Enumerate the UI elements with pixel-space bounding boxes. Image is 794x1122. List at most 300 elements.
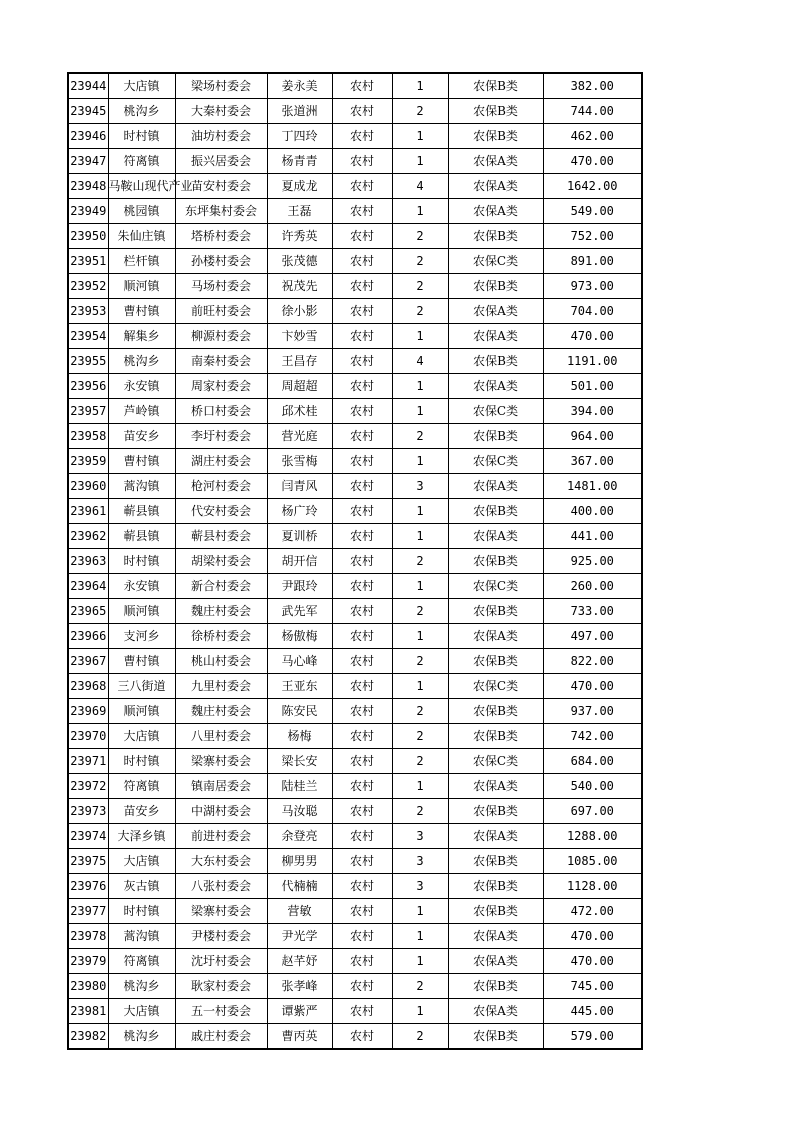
insurance-category: 农保B类 — [448, 649, 543, 674]
household-type: 农村 — [332, 524, 392, 549]
person-name: 营敏 — [267, 899, 332, 924]
household-type: 农村 — [332, 124, 392, 149]
person-name: 杨梅 — [267, 724, 332, 749]
person-name: 姜永美 — [267, 73, 332, 99]
member-count: 1 — [392, 624, 448, 649]
town-name: 蒿沟镇 — [108, 924, 175, 949]
household-type: 农村 — [332, 349, 392, 374]
table-row — [68, 1024, 642, 1050]
village-committee: 周家村委会 — [175, 374, 267, 399]
town-name: 符离镇 — [108, 949, 175, 974]
record-id: 23959 — [68, 449, 108, 474]
person-name: 王昌存 — [267, 349, 332, 374]
table-row — [68, 274, 642, 299]
person-name: 张道洲 — [267, 99, 332, 124]
town-name: 永安镇 — [108, 374, 175, 399]
household-type: 农村 — [332, 99, 392, 124]
record-id: 23952 — [68, 274, 108, 299]
insurance-category: 农保B类 — [448, 699, 543, 724]
insurance-category: 农保A类 — [448, 924, 543, 949]
person-name: 王亚东 — [267, 674, 332, 699]
payment-amount: 540.00 — [543, 774, 642, 799]
insurance-category: 农保A类 — [448, 174, 543, 199]
table-row — [68, 999, 642, 1024]
town-name: 顺河镇 — [108, 599, 175, 624]
town-name: 灰古镇 — [108, 874, 175, 899]
town-name: 桃沟乡 — [108, 974, 175, 999]
household-type: 农村 — [332, 249, 392, 274]
table-row — [68, 874, 642, 899]
payment-amount: 549.00 — [543, 199, 642, 224]
record-id: 23947 — [68, 149, 108, 174]
member-count: 2 — [392, 299, 448, 324]
village-committee: 东坪集村委会 — [175, 199, 267, 224]
person-name: 夏训桥 — [267, 524, 332, 549]
person-name: 闫青风 — [267, 474, 332, 499]
town-name: 蒿沟镇 — [108, 474, 175, 499]
insurance-category: 农保C类 — [448, 399, 543, 424]
insurance-category: 农保B类 — [448, 724, 543, 749]
town-name: 蕲县镇 — [108, 499, 175, 524]
member-count: 3 — [392, 874, 448, 899]
member-count: 1 — [392, 149, 448, 174]
record-id: 23957 — [68, 399, 108, 424]
table-row — [68, 624, 642, 649]
insurance-category: 农保B类 — [448, 549, 543, 574]
village-committee: 梁寨村委会 — [175, 749, 267, 774]
village-committee: 耿家村委会 — [175, 974, 267, 999]
person-name: 梁长安 — [267, 749, 332, 774]
insurance-category: 农保B类 — [448, 599, 543, 624]
village-committee: 湖庄村委会 — [175, 449, 267, 474]
member-count: 2 — [392, 249, 448, 274]
member-count: 3 — [392, 849, 448, 874]
household-type: 农村 — [332, 374, 392, 399]
table-row — [68, 99, 642, 124]
record-id: 23981 — [68, 999, 108, 1024]
member-count: 1 — [392, 449, 448, 474]
member-count: 1 — [392, 674, 448, 699]
person-name: 杨广玲 — [267, 499, 332, 524]
payment-amount: 579.00 — [543, 1024, 642, 1050]
table-row — [68, 899, 642, 924]
person-name: 张孝峰 — [267, 974, 332, 999]
payment-amount: 745.00 — [543, 974, 642, 999]
insurance-category: 农保B类 — [448, 899, 543, 924]
household-type: 农村 — [332, 974, 392, 999]
payment-amount: 742.00 — [543, 724, 642, 749]
person-name: 陆桂兰 — [267, 774, 332, 799]
table-row — [68, 549, 642, 574]
person-name: 周超超 — [267, 374, 332, 399]
town-name: 解集乡 — [108, 324, 175, 349]
town-name: 时村镇 — [108, 124, 175, 149]
record-id: 23951 — [68, 249, 108, 274]
record-id: 23980 — [68, 974, 108, 999]
town-name: 时村镇 — [108, 899, 175, 924]
person-name: 谭紫严 — [267, 999, 332, 1024]
member-count: 1 — [392, 999, 448, 1024]
insurance-category: 农保A类 — [448, 949, 543, 974]
table-row — [68, 674, 642, 699]
insurance-category: 农保A类 — [448, 374, 543, 399]
insurance-category: 农保C类 — [448, 249, 543, 274]
record-id: 23975 — [68, 849, 108, 874]
payment-amount: 470.00 — [543, 949, 642, 974]
record-id: 23969 — [68, 699, 108, 724]
table-row — [68, 299, 642, 324]
payment-amount: 1642.00 — [543, 174, 642, 199]
household-type: 农村 — [332, 799, 392, 824]
table-row — [68, 374, 642, 399]
table-row — [68, 224, 642, 249]
member-count: 1 — [392, 949, 448, 974]
record-id: 23944 — [68, 73, 108, 99]
member-count: 2 — [392, 224, 448, 249]
town-name: 芦岭镇 — [108, 399, 175, 424]
payment-amount: 1288.00 — [543, 824, 642, 849]
payment-amount: 704.00 — [543, 299, 642, 324]
household-type: 农村 — [332, 749, 392, 774]
insurance-category: 农保B类 — [448, 849, 543, 874]
village-committee: 马场村委会 — [175, 274, 267, 299]
village-committee: 油坊村委会 — [175, 124, 267, 149]
record-id: 23961 — [68, 499, 108, 524]
table-row — [68, 424, 642, 449]
village-committee: 孙楼村委会 — [175, 249, 267, 274]
household-type: 农村 — [332, 449, 392, 474]
table-row — [68, 774, 642, 799]
village-committee: 前旺村委会 — [175, 299, 267, 324]
insurance-category: 农保B类 — [448, 224, 543, 249]
insurance-category: 农保A类 — [448, 824, 543, 849]
household-type: 农村 — [332, 174, 392, 199]
town-name: 顺河镇 — [108, 274, 175, 299]
table-row — [68, 699, 642, 724]
member-count: 3 — [392, 824, 448, 849]
household-type: 农村 — [332, 774, 392, 799]
person-name: 赵芊妤 — [267, 949, 332, 974]
insurance-category: 农保B类 — [448, 99, 543, 124]
member-count: 1 — [392, 324, 448, 349]
person-name: 许秀英 — [267, 224, 332, 249]
person-name: 马心峰 — [267, 649, 332, 674]
payment-amount: 891.00 — [543, 249, 642, 274]
member-count: 2 — [392, 974, 448, 999]
payment-amount: 367.00 — [543, 449, 642, 474]
record-id: 23945 — [68, 99, 108, 124]
record-id: 23958 — [68, 424, 108, 449]
household-type: 农村 — [332, 899, 392, 924]
payment-amount: 445.00 — [543, 999, 642, 1024]
insurance-category: 农保B类 — [448, 274, 543, 299]
village-committee: 魏庄村委会 — [175, 699, 267, 724]
village-committee: 胡梁村委会 — [175, 549, 267, 574]
payment-amount: 925.00 — [543, 549, 642, 574]
table-row — [68, 474, 642, 499]
village-committee: 南秦村委会 — [175, 349, 267, 374]
village-committee: 镇南居委会 — [175, 774, 267, 799]
insurance-category: 农保A类 — [448, 774, 543, 799]
record-id: 23967 — [68, 649, 108, 674]
payment-amount: 497.00 — [543, 624, 642, 649]
payment-amount: 1128.00 — [543, 874, 642, 899]
household-type: 农村 — [332, 824, 392, 849]
person-name: 武先军 — [267, 599, 332, 624]
town-name: 三八街道 — [108, 674, 175, 699]
person-name: 杨青青 — [267, 149, 332, 174]
person-name: 柳男男 — [267, 849, 332, 874]
person-name: 陈安民 — [267, 699, 332, 724]
person-name: 杨傲梅 — [267, 624, 332, 649]
table-row — [68, 249, 642, 274]
table-row — [68, 399, 642, 424]
household-type: 农村 — [332, 574, 392, 599]
payment-amount: 744.00 — [543, 99, 642, 124]
record-id: 23977 — [68, 899, 108, 924]
town-name: 符离镇 — [108, 149, 175, 174]
record-id: 23955 — [68, 349, 108, 374]
table-row — [68, 174, 642, 199]
payment-amount: 462.00 — [543, 124, 642, 149]
table-row — [68, 124, 642, 149]
member-count: 2 — [392, 1024, 448, 1050]
village-committee: 苗安村委会 — [175, 174, 267, 199]
payment-amount: 394.00 — [543, 399, 642, 424]
person-name: 营光庭 — [267, 424, 332, 449]
household-type: 农村 — [332, 624, 392, 649]
payment-amount: 964.00 — [543, 424, 642, 449]
insurance-category: 农保A类 — [448, 524, 543, 549]
record-id: 23950 — [68, 224, 108, 249]
person-name: 尹跟玲 — [267, 574, 332, 599]
record-id: 23962 — [68, 524, 108, 549]
table-row — [68, 73, 642, 99]
member-count: 2 — [392, 649, 448, 674]
village-committee: 沈圩村委会 — [175, 949, 267, 974]
record-id: 23964 — [68, 574, 108, 599]
record-id: 23976 — [68, 874, 108, 899]
member-count: 4 — [392, 349, 448, 374]
village-committee: 桥口村委会 — [175, 399, 267, 424]
member-count: 2 — [392, 724, 448, 749]
town-name: 时村镇 — [108, 549, 175, 574]
insurance-category: 农保A类 — [448, 149, 543, 174]
table-row — [68, 324, 642, 349]
payment-amount: 684.00 — [543, 749, 642, 774]
village-committee: 中湖村委会 — [175, 799, 267, 824]
insurance-category: 农保B类 — [448, 799, 543, 824]
person-name: 夏成龙 — [267, 174, 332, 199]
insurance-category: 农保A类 — [448, 624, 543, 649]
member-count: 2 — [392, 699, 448, 724]
village-committee: 戚庄村委会 — [175, 1024, 267, 1050]
village-committee: 五一村委会 — [175, 999, 267, 1024]
household-type: 农村 — [332, 399, 392, 424]
member-count: 2 — [392, 274, 448, 299]
village-committee: 梁寨村委会 — [175, 899, 267, 924]
member-count: 1 — [392, 374, 448, 399]
town-name: 大店镇 — [108, 73, 175, 99]
town-name: 支河乡 — [108, 624, 175, 649]
person-name: 邱术桂 — [267, 399, 332, 424]
record-id: 23968 — [68, 674, 108, 699]
table-row — [68, 799, 642, 824]
village-committee: 蕲县村委会 — [175, 524, 267, 549]
town-name: 时村镇 — [108, 749, 175, 774]
record-id: 23946 — [68, 124, 108, 149]
household-type: 农村 — [332, 649, 392, 674]
record-id: 23954 — [68, 324, 108, 349]
town-name: 桃沟乡 — [108, 1024, 175, 1050]
town-name: 符离镇 — [108, 774, 175, 799]
record-id: 23978 — [68, 924, 108, 949]
town-name: 曹村镇 — [108, 299, 175, 324]
table-row — [68, 924, 642, 949]
household-type: 农村 — [332, 1024, 392, 1050]
record-id: 23965 — [68, 599, 108, 624]
payment-amount: 1481.00 — [543, 474, 642, 499]
member-count: 4 — [392, 174, 448, 199]
payment-amount: 752.00 — [543, 224, 642, 249]
person-name: 丁四玲 — [267, 124, 332, 149]
payment-amount: 697.00 — [543, 799, 642, 824]
town-name: 桃沟乡 — [108, 99, 175, 124]
person-name: 曹丙英 — [267, 1024, 332, 1050]
member-count: 2 — [392, 549, 448, 574]
household-type: 农村 — [332, 999, 392, 1024]
record-id: 23972 — [68, 774, 108, 799]
household-type: 农村 — [332, 599, 392, 624]
village-committee: 徐桥村委会 — [175, 624, 267, 649]
record-id: 23966 — [68, 624, 108, 649]
payment-amount: 501.00 — [543, 374, 642, 399]
insurance-category: 农保B类 — [448, 1024, 543, 1050]
household-type: 农村 — [332, 949, 392, 974]
member-count: 2 — [392, 749, 448, 774]
household-type: 农村 — [332, 499, 392, 524]
village-committee: 尹楼村委会 — [175, 924, 267, 949]
town-name: 顺河镇 — [108, 699, 175, 724]
insurance-category: 农保C类 — [448, 449, 543, 474]
town-name: 大店镇 — [108, 999, 175, 1024]
record-id: 23963 — [68, 549, 108, 574]
record-id: 23971 — [68, 749, 108, 774]
town-name: 蕲县镇 — [108, 524, 175, 549]
payment-amount: 441.00 — [543, 524, 642, 549]
payment-amount: 822.00 — [543, 649, 642, 674]
person-name: 代楠楠 — [267, 874, 332, 899]
table-row — [68, 849, 642, 874]
member-count: 1 — [392, 924, 448, 949]
member-count: 2 — [392, 424, 448, 449]
insurance-category: 农保B类 — [448, 124, 543, 149]
member-count: 3 — [392, 474, 448, 499]
household-type: 农村 — [332, 474, 392, 499]
village-committee: 梁场村委会 — [175, 73, 267, 99]
village-committee: 李圩村委会 — [175, 424, 267, 449]
person-name: 祝茂先 — [267, 274, 332, 299]
table-row — [68, 524, 642, 549]
member-count: 1 — [392, 124, 448, 149]
household-type: 农村 — [332, 424, 392, 449]
payment-amount: 1191.00 — [543, 349, 642, 374]
town-name: 曹村镇 — [108, 449, 175, 474]
village-committee: 魏庄村委会 — [175, 599, 267, 624]
village-committee: 代安村委会 — [175, 499, 267, 524]
member-count: 1 — [392, 574, 448, 599]
household-type: 农村 — [332, 199, 392, 224]
village-committee: 新合村委会 — [175, 574, 267, 599]
payment-amount: 470.00 — [543, 149, 642, 174]
record-id: 23960 — [68, 474, 108, 499]
household-type: 农村 — [332, 324, 392, 349]
person-name: 胡开信 — [267, 549, 332, 574]
table-row — [68, 199, 642, 224]
member-count: 2 — [392, 99, 448, 124]
payment-amount: 382.00 — [543, 73, 642, 99]
person-name: 徐小影 — [267, 299, 332, 324]
payment-amount: 472.00 — [543, 899, 642, 924]
town-name: 大店镇 — [108, 849, 175, 874]
town-name: 朱仙庄镇 — [108, 224, 175, 249]
record-id: 23949 — [68, 199, 108, 224]
person-name: 卞妙雪 — [267, 324, 332, 349]
insurance-category: 农保C类 — [448, 674, 543, 699]
village-committee: 枪河村委会 — [175, 474, 267, 499]
town-name: 栏杆镇 — [108, 249, 175, 274]
household-type: 农村 — [332, 849, 392, 874]
household-type: 农村 — [332, 549, 392, 574]
village-committee: 八张村委会 — [175, 874, 267, 899]
household-type: 农村 — [332, 699, 392, 724]
person-name: 余登亮 — [267, 824, 332, 849]
payment-amount: 937.00 — [543, 699, 642, 724]
table-row — [68, 724, 642, 749]
table-row — [68, 749, 642, 774]
payment-amount: 400.00 — [543, 499, 642, 524]
household-type: 农村 — [332, 874, 392, 899]
town-name: 曹村镇 — [108, 649, 175, 674]
insurance-category: 农保A类 — [448, 324, 543, 349]
village-committee: 柳源村委会 — [175, 324, 267, 349]
record-id: 23956 — [68, 374, 108, 399]
table-row — [68, 349, 642, 374]
payment-amount: 470.00 — [543, 324, 642, 349]
table-row — [68, 599, 642, 624]
insurance-category: 农保A类 — [448, 474, 543, 499]
town-name: 桃园镇 — [108, 199, 175, 224]
person-name: 张茂德 — [267, 249, 332, 274]
household-type: 农村 — [332, 924, 392, 949]
table-row — [68, 949, 642, 974]
member-count: 1 — [392, 199, 448, 224]
person-name: 尹光学 — [267, 924, 332, 949]
town-name: 桃沟乡 — [108, 349, 175, 374]
record-id: 23953 — [68, 299, 108, 324]
records-table — [67, 72, 643, 1050]
table-row — [68, 499, 642, 524]
household-type: 农村 — [332, 299, 392, 324]
insurance-category: 农保B类 — [448, 424, 543, 449]
person-name: 王磊 — [267, 199, 332, 224]
village-committee: 塔桥村委会 — [175, 224, 267, 249]
household-type: 农村 — [332, 724, 392, 749]
household-type: 农村 — [332, 73, 392, 99]
person-name: 马汝聪 — [267, 799, 332, 824]
insurance-category: 农保A类 — [448, 299, 543, 324]
insurance-category: 农保B类 — [448, 499, 543, 524]
